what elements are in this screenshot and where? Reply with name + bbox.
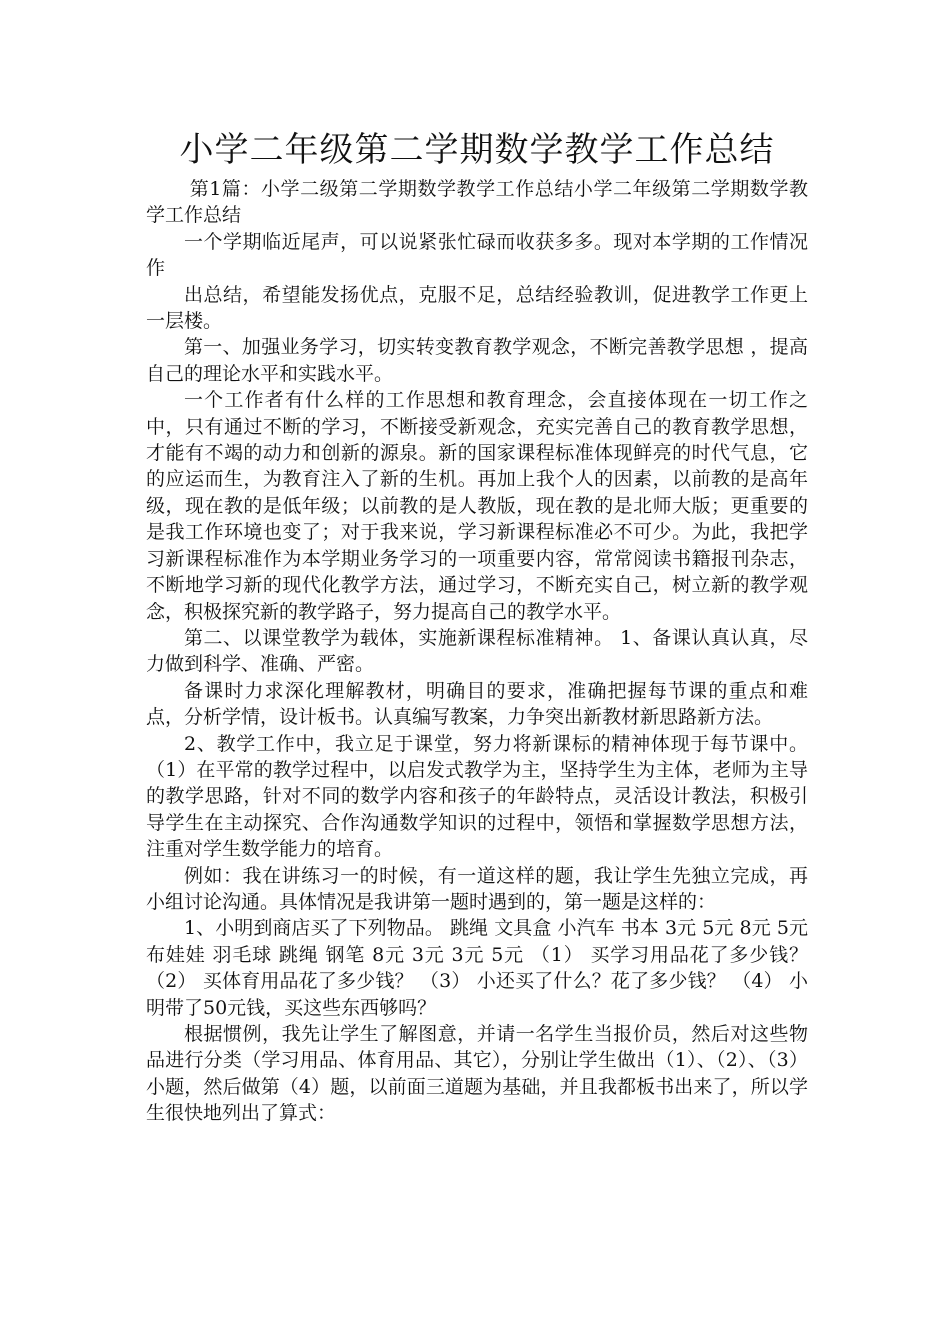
paragraph-section-one-heading: 第一、加强业务学习，切实转变教育教学观念，不断完善教学思想 ，提高自己的理论水平和实践水平。 — [146, 336, 808, 385]
document-title: 小学二年级第二学期数学教学工作总结 — [179, 130, 775, 170]
paragraph-series-heading: 第1篇：小学二级第二学期数学教学工作总结小学二年级第二学期数学教学工作总结 — [146, 178, 808, 227]
paragraph-section-two-heading: 第二、以课堂教学为载体，实施新课程标准精神。 1、备课认真认真，尽力做到科学、准确、严密。 — [146, 626, 808, 676]
paragraph-lesson-prep: 备课时力求深化理解教材，明确目的要求，准确把握每节课的重点和难点，分析学情，设计板书。认真编写教案，力争突出新教材新思路新方法。 — [146, 679, 808, 729]
paragraph-classroom-teaching: 2、教学工作中，我立足于课堂，努力将新课标的精神体现于每节课中。 （1）在平常的教学过程中，以启发式教学为主，坚持学生为主体，老师为主导的教学思路，针对不同的数学内容和孩子的年龄特点，灵活设计教法，积极引导学生在主动探究、合作沟通数学知识的过程中，领悟和掌握数学思想方法，注重对学生数学能力的培育。 — [146, 732, 808, 861]
paragraph-example-intro: 例如：我在讲练习一的时候，有一道这样的题，我让学生先独立完成，再小组讨论沟通。具体情况是我讲第一题时遇到的，第一题是这样的： — [146, 864, 808, 913]
paragraph-intro-continued: 出总结，希望能发扬优点，克服不足，总结经验教训，促进教学工作更上一层楼。 — [146, 283, 808, 333]
document-body — [146, 128, 808, 1127]
paragraph-example-process: 根据惯例，我先让学生了解图意，并请一名学生当报价员，然后对这些物品进行分类（学习用品、体育用品、其它），分别让学生做出（1）、（2）、（3）小题，然后做第（4）题，以前面三道题为基础，并且我都板书出来了，所以学生很快地列出了算式： — [146, 1023, 808, 1125]
paragraph-example-problem: 1、小明到商店买了下列物品。 跳绳 文具盒 小汽车 书本 3元 5元 8元 5元 布娃娃 羽毛球 跳绳 钢笔 8元 3元 3元 5元 （1） 买学习用品花了多少钱？ （2） 买体育用品花了多少钱？ （3） 小还买了什么？花了多少钱？ （4） 小明带了50元钱，买这些东西够吗？ — [146, 917, 808, 1019]
paragraph-section-one-body: 一个工作者有什么样的工作思想和教育理念，会直接体现在一切工作之中，只有通过不断的学习，不断接受新观念，充实完善自己的教育教学思想，才能有不竭的动力和创新的源泉。新的国家课程标准体现鲜亮的时代气息，它的应运而生，为教育注入了新的生机。再加上我个人的因素，以前教的是高年级，现在教的是低年级；以前教的是人教版，现在教的是北师大版；更重要的是我工作环境也变了；对于我来说，学习新课程标准必不可少。为此，我把学习新课程标准作为本学期业务学习的一项重要内容，常常阅读书籍报刊杂志，不断地学习新的现代化教学方法，通过学习，不断充实自己，树立新的教学观念，积极探究新的教学路子，努力提高自己的教学水平。 — [146, 389, 808, 623]
paragraph-intro: 一个学期临近尾声，可以说紧张忙碌而收获多多。现对本学期的工作情况作 — [146, 230, 808, 280]
